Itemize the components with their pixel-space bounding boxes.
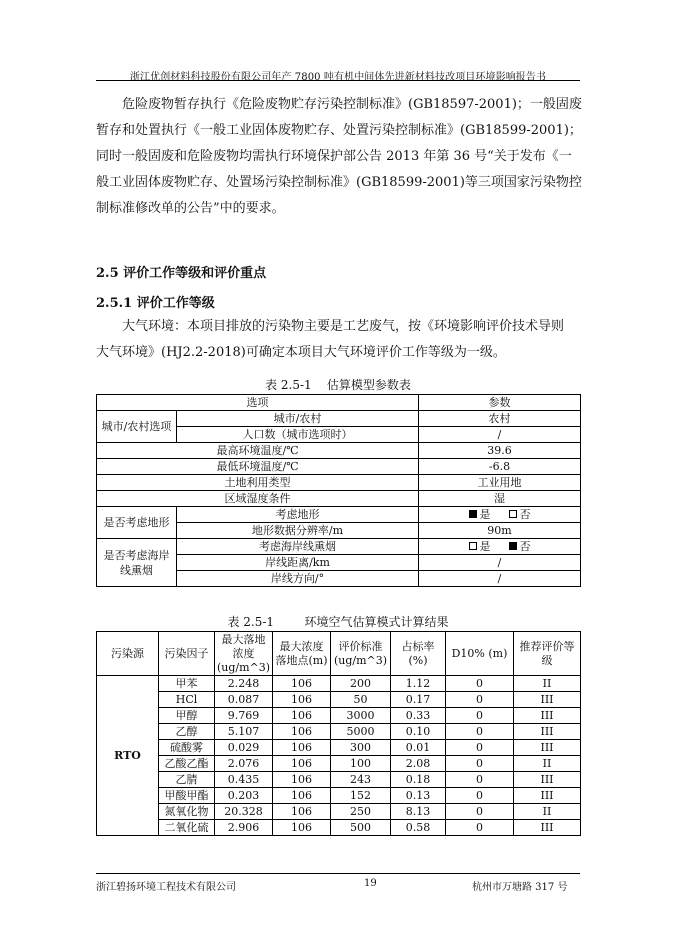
row-value: 90m [419,523,581,539]
table-row [97,676,581,692]
cell-dist: 106 [273,740,331,756]
cell-std: 152 [331,788,391,804]
cell-std: 200 [331,676,391,692]
subsection-heading: 2.5.1 评价工作等级 [96,296,215,311]
cell-d10: 0 [446,804,514,820]
cell-conc: 9.769 [215,708,273,724]
cell-ratio: 0.18 [391,772,446,788]
cell-ratio: 8.13 [391,804,446,820]
header-rule [96,80,580,81]
row-label: 考虑地形 [177,507,419,523]
cell-d10: 0 [446,772,514,788]
cell-d10: 0 [446,724,514,740]
row-label: 考虑海岸线熏烟 [177,539,419,555]
coast-no-option [509,539,531,554]
source-cell: RTO [97,676,159,836]
option-label: 是 [479,508,491,521]
table-row [97,820,581,836]
paragraph-line: 大气环境》(HJ2.2-2018)可确定本项目大气环境评价工作等级为一级。 [96,345,506,360]
cell-factor: 甲苯 [159,676,215,692]
table-row [97,395,581,411]
cell-d10: 0 [446,692,514,708]
group-urban: 城市/农村选项 [97,411,177,443]
row-value: / [419,571,581,587]
cell-conc: 0.087 [215,692,273,708]
checked-box-icon [509,542,517,550]
cell-grade: III [514,724,581,740]
row-label: 岸线距离/km [177,555,419,571]
col-maxdist: 最大浓度落地点(m) [273,632,331,676]
table-row [97,772,581,788]
cell-ratio: 1.12 [391,676,446,692]
cell-factor: 硫酸雾 [159,740,215,756]
cell-grade: III [514,708,581,724]
terrain-no-option [509,507,531,522]
cell-factor: 甲醇 [159,708,215,724]
row-label: 最低环境温度/℃ [97,459,419,475]
row-label: 土地利用类型 [97,475,419,491]
cell-d10: 0 [446,740,514,756]
cell-grade: III [514,740,581,756]
table-row [97,788,581,804]
cell-dist: 106 [273,804,331,820]
table-row [97,708,581,724]
group-terrain: 是否考虑地形 [97,507,177,539]
cell-grade: II [514,756,581,772]
table-row [97,459,581,475]
table2-caption: 表 2.5-1 环境空气估算模式计算结果 [227,615,449,629]
cell-dist: 106 [273,788,331,804]
terrain-yes-option [469,507,491,522]
cell-dist: 106 [273,772,331,788]
row-label: 岸线方向/° [177,571,419,587]
paragraph-air-grade [96,314,580,366]
cell-grade: II [514,676,581,692]
row-value: / [419,555,581,571]
group-coast: 是否考虑海岸线熏烟 [97,539,177,587]
cell-grade: III [514,820,581,836]
cell-ratio: 0.13 [391,788,446,804]
col-source: 污染源 [97,632,159,676]
header-param: 参数 [419,395,581,411]
cell-factor: 乙腈 [159,772,215,788]
cell-factor: 乙醇 [159,724,215,740]
col-factor: 污染因子 [159,632,215,676]
cell-conc: 0.435 [215,772,273,788]
col-standard: 评价标准(ug/m^3) [331,632,391,676]
cell-grade: III [514,788,581,804]
cell-factor: 乙酸乙酯 [159,756,215,772]
running-header: 浙江优创材料科技股份有限公司年产 7800 吨有机中间体先进新材料技改项目环境影响报告书 [129,72,547,83]
cell-ratio: 0.10 [391,724,446,740]
coast-choice [419,539,581,555]
cell-conc: 2.248 [215,676,273,692]
table-row [97,740,581,756]
col-grade: 推荐评价等级 [514,632,581,676]
row-label: 最高环境温度/℃ [97,443,419,459]
row-label: 地形数据分辨率/m [177,523,419,539]
cell-std: 5000 [331,724,391,740]
cell-dist: 106 [273,724,331,740]
cell-conc: 0.203 [215,788,273,804]
coast-yes-option [469,539,491,554]
terrain-choice [419,507,581,523]
cell-ratio: 0.58 [391,820,446,836]
cell-dist: 106 [273,756,331,772]
row-value: -6.8 [419,459,581,475]
table1-caption: 表 2.5-1 估算模型参数表 [265,378,411,392]
cell-conc: 20.328 [215,804,273,820]
table-row [97,443,581,459]
paragraph-line: 同时一般固废和危险废物均需执行环境保护部公告 2013 年第 36 号“关于发布《一 [96,149,572,164]
cell-std: 3000 [331,708,391,724]
cell-std: 300 [331,740,391,756]
cell-grade: III [514,692,581,708]
cell-factor: 氮氧化物 [159,804,215,820]
cell-conc: 5.107 [215,724,273,740]
cell-dist: 106 [273,692,331,708]
cell-d10: 0 [446,676,514,692]
cell-d10: 0 [446,820,514,836]
cell-factor: 甲酸甲酯 [159,788,215,804]
col-maxconc: 最大落地浓度(ug/m^3) [215,632,273,676]
cell-dist: 106 [273,820,331,836]
table-row [97,804,581,820]
col-d10: D10% (m) [446,632,514,676]
cell-ratio: 0.01 [391,740,446,756]
cell-std: 100 [331,756,391,772]
cell-grade: II [514,804,581,820]
checked-box-icon [469,510,477,518]
table-row [97,539,581,555]
model-parameter-table [96,394,581,587]
footer-company: 浙江碧扬环境工程技术有限公司 [96,882,236,893]
table-row [97,724,581,740]
option-label: 否 [519,508,531,521]
cell-ratio: 2.08 [391,756,446,772]
row-value: 农村 [419,411,581,427]
paragraph-line: 制标准修改单的公告”中的要求。 [96,201,285,216]
cell-conc: 0.029 [215,740,273,756]
cell-d10: 0 [446,788,514,804]
cell-grade: III [514,772,581,788]
cell-factor: HCl [159,692,215,708]
row-label: 区域湿度条件 [97,491,419,507]
paragraph-line: 危险废物暂存执行《危险废物贮存污染控制标准》(GB18597-2001)；一般固废 [122,97,582,112]
row-value: / [419,427,581,443]
cell-std: 500 [331,820,391,836]
table-row [97,475,581,491]
cell-conc: 2.076 [215,756,273,772]
cell-d10: 0 [446,756,514,772]
row-label: 城市/农村 [177,411,419,427]
cell-factor: 二氧化硫 [159,820,215,836]
air-estimation-results-table [96,631,581,836]
row-value: 湿 [419,491,581,507]
cell-std: 250 [331,804,391,820]
table-row [97,507,581,523]
cell-std: 243 [331,772,391,788]
col-ratio: 占标率(%) [391,632,446,676]
footer-rule [96,873,580,874]
footer-address: 杭州市万塘路 317 号 [472,882,568,893]
table-row [97,756,581,772]
cell-std: 50 [331,692,391,708]
paragraph-line: 大气环境：本项目排放的污染物主要是工艺废气，按《环境影响评价技术导则 [122,319,565,334]
empty-box-icon [509,510,517,518]
table-row [97,491,581,507]
option-label: 是 [479,540,491,553]
row-value: 工业用地 [419,475,581,491]
table-row [97,411,581,427]
option-label: 否 [519,540,531,553]
header-option: 选项 [97,395,419,411]
table-row [97,692,581,708]
page-number: 19 [364,878,377,889]
table-header-row [97,632,581,676]
section-heading: 2.5 评价工作等级和评价重点 [96,266,267,281]
cell-conc: 2.906 [215,820,273,836]
cell-ratio: 0.17 [391,692,446,708]
empty-box-icon [469,542,477,550]
cell-dist: 106 [273,708,331,724]
row-label: 人口数（城市选项时） [177,427,419,443]
paragraph-line: 般工业固体废物贮存、处置场污染控制标准》(GB18599-2001)等三项国家污染物控 [96,175,582,190]
paragraph-line: 暂存和处置执行《一般工业固体废物贮存、处置污染控制标准》(GB18599-2001)； [96,123,582,138]
cell-ratio: 0.33 [391,708,446,724]
cell-dist: 106 [273,676,331,692]
row-value: 39.6 [419,443,581,459]
cell-d10: 0 [446,708,514,724]
paragraph-waste-standards [96,92,580,222]
